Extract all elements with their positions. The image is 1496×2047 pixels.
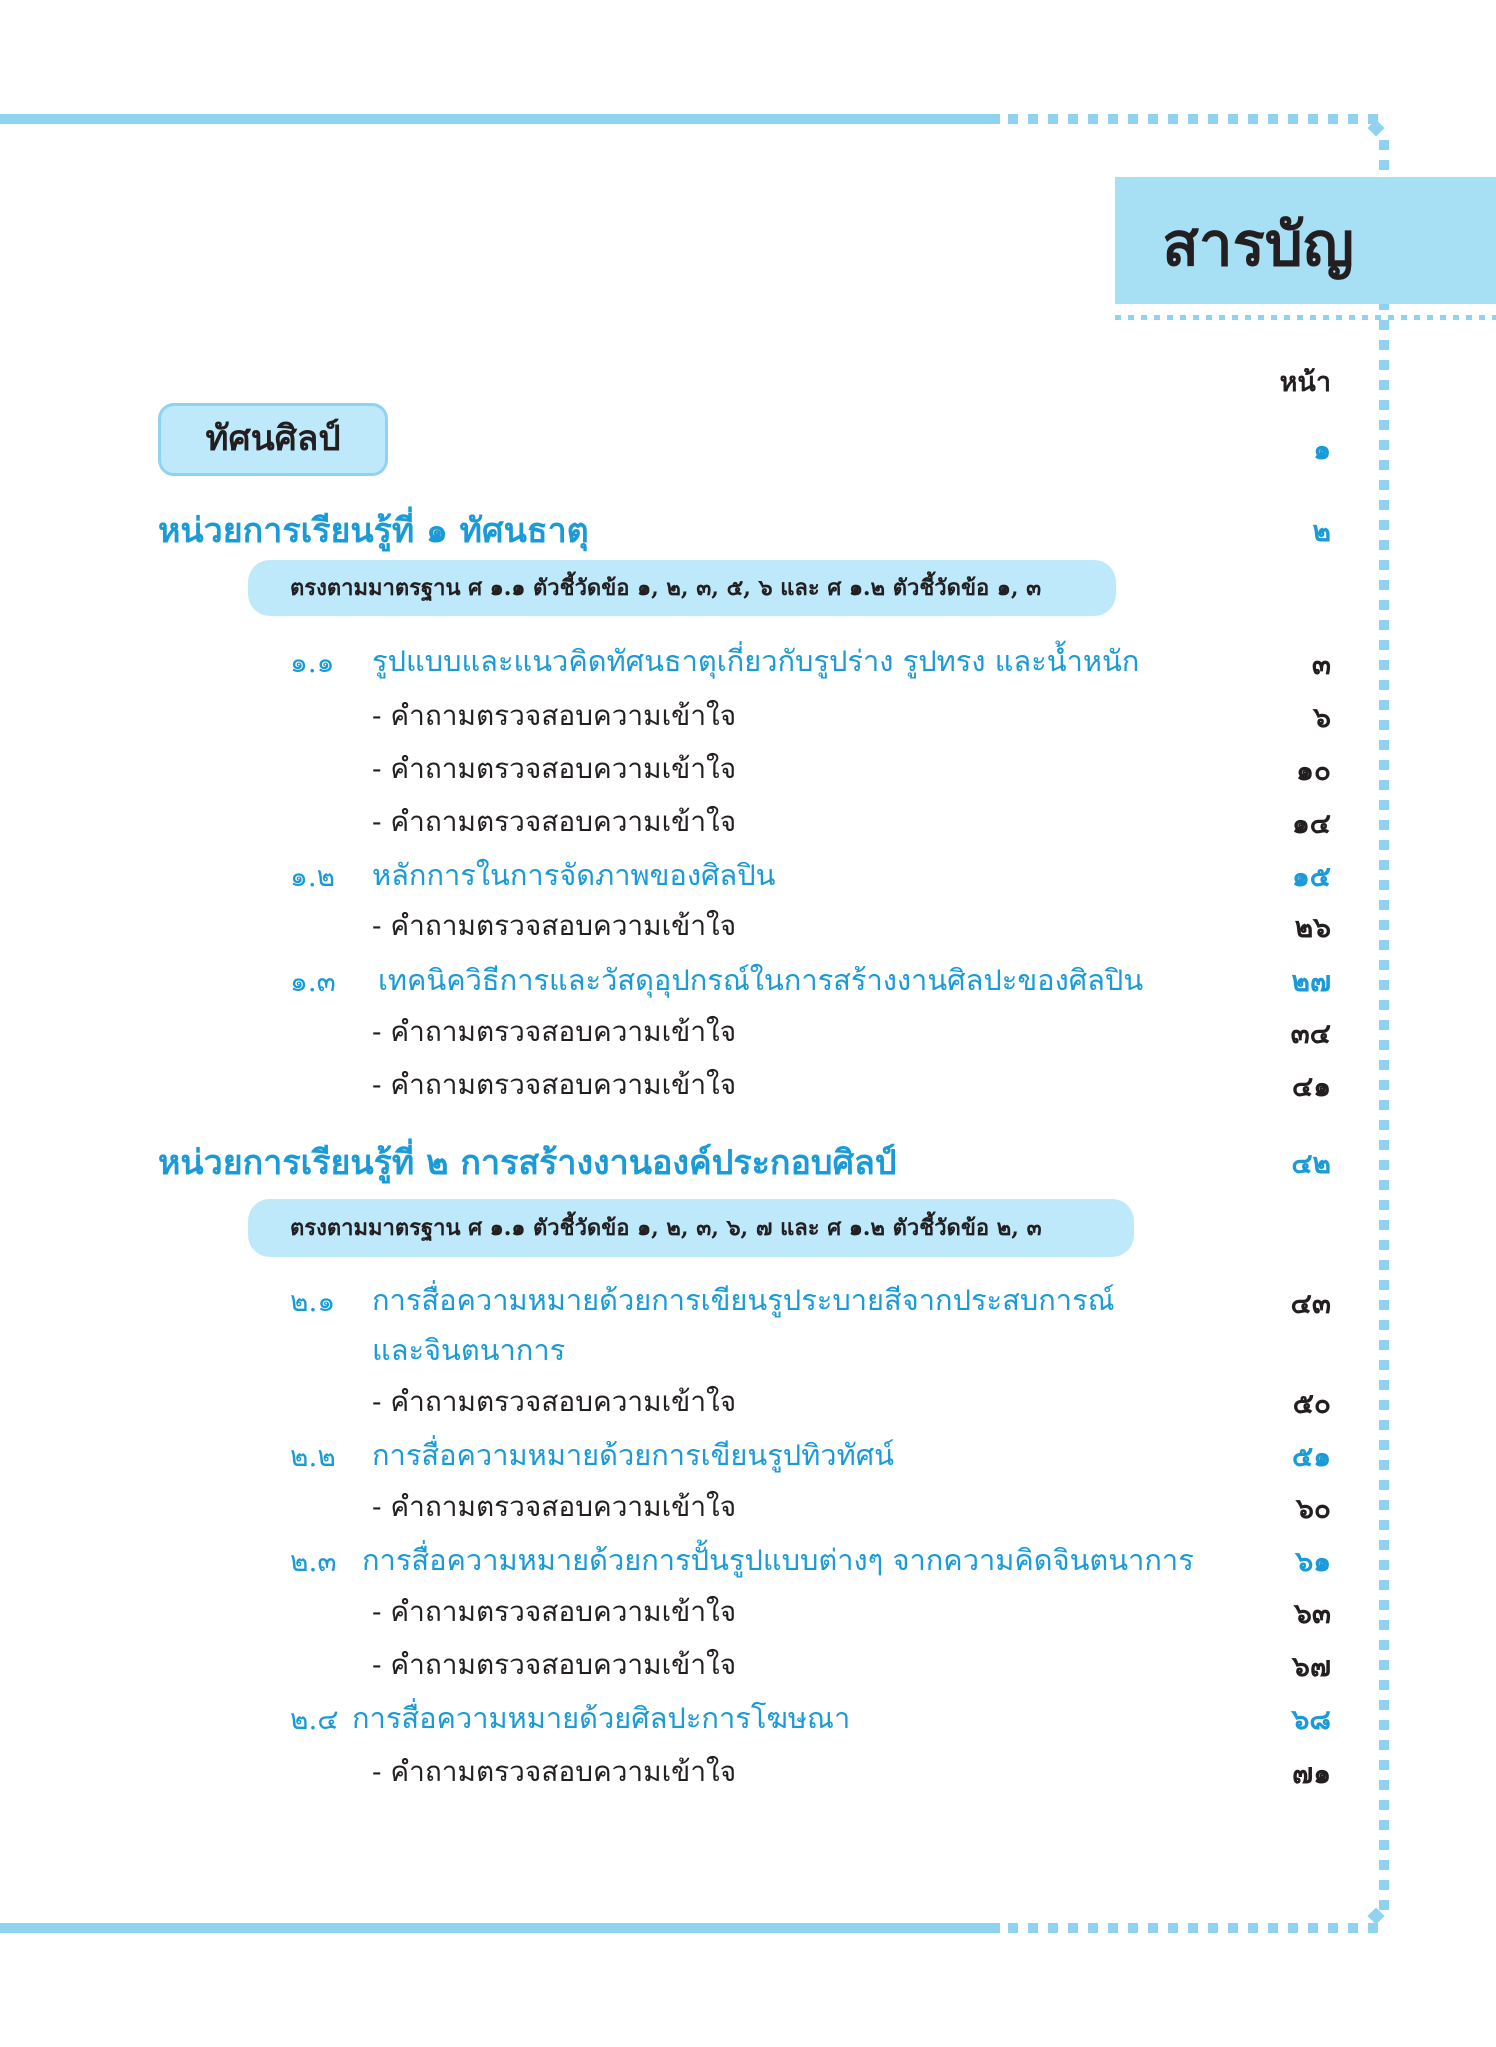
subject-label: ทัศนศิลป์ bbox=[158, 403, 388, 476]
sub-item: - คำถามตรวจสอบความเข้าใจ bbox=[372, 1755, 737, 1788]
sub-item-page: ๔๑ bbox=[1292, 1070, 1331, 1103]
subject-page: ๑ bbox=[1313, 433, 1331, 466]
sub-item: - คำถามตรวจสอบความเข้าใจ bbox=[372, 1068, 737, 1101]
section-page: ๕๑ bbox=[1292, 1440, 1331, 1473]
sub-item-page: ๖ bbox=[1313, 701, 1331, 734]
section-number: ๑.๒ bbox=[290, 860, 336, 893]
bottom-frame-dots bbox=[1008, 1923, 1378, 1933]
sub-item: - คำถามตรวจสอบความเข้าใจ bbox=[372, 699, 737, 732]
section-title: เทคนิควิธีการและวัสดุอุปกรณ์ในการสร้างงานศิลปะของศิลปิน bbox=[378, 963, 1144, 997]
unit-2-title: หน่วยการเรียนรู้ที่ ๒ การสร้างงานองค์ประกอบศิลป์ bbox=[158, 1143, 897, 1183]
sub-item-page: ๒๖ bbox=[1294, 911, 1331, 944]
page-column-header: หน้า bbox=[1279, 367, 1331, 398]
section-page: ๑๕ bbox=[1292, 860, 1331, 893]
unit-2-standard: ตรงตามมาตรฐาน ศ ๑.๑ ตัวชี้วัดข้อ ๑, ๒, ๓, ๖, ๗ และ ศ ๑.๒ ตัวชี้วัดข้อ ๒, ๓ bbox=[248, 1199, 1134, 1257]
section-title: การสื่อความหมายด้วยการปั้นรูปแบบต่างๆ จากความคิดจินตนาการ bbox=[362, 1543, 1194, 1577]
section-page: ๖๘ bbox=[1291, 1703, 1331, 1736]
sub-item: - คำถามตรวจสอบความเข้าใจ bbox=[372, 805, 737, 838]
sub-item-page: ๖๗ bbox=[1292, 1650, 1331, 1683]
sub-item: - คำถามตรวจสอบความเข้าใจ bbox=[372, 1015, 737, 1048]
top-frame-dots bbox=[1008, 114, 1378, 124]
sub-item: - คำถามตรวจสอบความเข้าใจ bbox=[372, 1490, 737, 1523]
unit-1-page: ๒ bbox=[1312, 515, 1331, 548]
sub-item: - คำถามตรวจสอบความเข้าใจ bbox=[372, 752, 737, 785]
sub-item: - คำถามตรวจสอบความเข้าใจ bbox=[372, 1648, 737, 1681]
sub-item-page: ๑๐ bbox=[1296, 754, 1331, 787]
section-page: ๒๗ bbox=[1291, 965, 1331, 998]
section-number: ๑.๓ bbox=[290, 965, 336, 998]
section-title: การสื่อความหมายด้วยการเขียนรูปทิวทัศน์ bbox=[372, 1438, 894, 1472]
right-frame-dots bbox=[1379, 140, 1389, 1910]
unit-2-page: ๔๒ bbox=[1291, 1147, 1331, 1180]
section-title-line2: และจินตนาการ bbox=[372, 1333, 566, 1367]
section-number: ๒.๒ bbox=[290, 1440, 336, 1473]
unit-1-standard: ตรงตามมาตรฐาน ศ ๑.๑ ตัวชี้วัดข้อ ๑, ๒, ๓, ๕, ๖ และ ศ ๑.๒ ตัวชี้วัดข้อ ๑, ๓ bbox=[248, 560, 1116, 616]
title-underline-dots bbox=[1115, 315, 1496, 320]
top-frame-bar bbox=[0, 114, 1000, 124]
sub-item-page: ๖๐ bbox=[1296, 1492, 1331, 1525]
section-title: รูปแบบและแนวคิดทัศนธาตุเกี่ยวกับรูปร่าง รูปทรง และน้ำหนัก bbox=[372, 644, 1140, 678]
section-title: หลักการในการจัดภาพของศิลปิน bbox=[372, 858, 776, 892]
section-page: ๖๑ bbox=[1295, 1545, 1331, 1578]
section-number: ๑.๑ bbox=[290, 646, 335, 679]
section-number: ๒.๓ bbox=[290, 1545, 337, 1578]
sub-item-page: ๕๐ bbox=[1292, 1387, 1331, 1420]
section-title: การสื่อความหมายด้วยศิลปะการโฆษณา bbox=[352, 1701, 851, 1735]
sub-item: - คำถามตรวจสอบความเข้าใจ bbox=[372, 1385, 737, 1418]
bottom-corner-dot bbox=[1368, 1908, 1385, 1925]
sub-item-page: ๑๔ bbox=[1292, 807, 1331, 840]
section-page: ๓ bbox=[1311, 648, 1331, 681]
unit-1-title: หน่วยการเรียนรู้ที่ ๑ ทัศนธาตุ bbox=[158, 511, 589, 551]
page-title: สารบัญ bbox=[1162, 210, 1354, 280]
sub-item-page: ๖๓ bbox=[1294, 1597, 1331, 1630]
sub-item: - คำถามตรวจสอบความเข้าใจ bbox=[372, 909, 737, 942]
sub-item: - คำถามตรวจสอบความเข้าใจ bbox=[372, 1595, 737, 1628]
bottom-frame-bar bbox=[0, 1923, 1000, 1933]
section-title: การสื่อความหมายด้วยการเขียนรูประบายสีจากประสบการณ์ bbox=[372, 1283, 1115, 1317]
section-page: ๔๓ bbox=[1290, 1287, 1331, 1320]
sub-item-page: ๗๑ bbox=[1292, 1757, 1331, 1790]
sub-item-page: ๓๔ bbox=[1290, 1017, 1331, 1050]
section-number: ๒.๑ bbox=[290, 1285, 336, 1318]
section-number: ๒.๔ bbox=[290, 1703, 339, 1736]
